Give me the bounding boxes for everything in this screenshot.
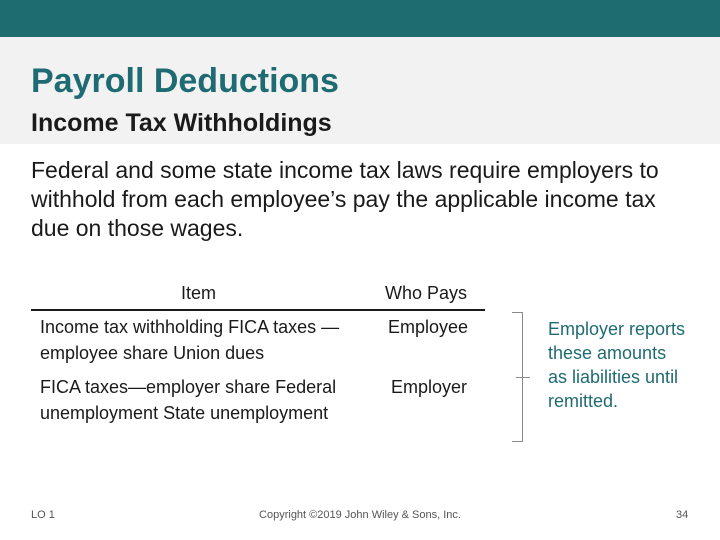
- footer-page-number: 34: [676, 509, 689, 521]
- slide-title: Payroll Deductions: [31, 62, 339, 100]
- footer-copyright: Copyright ©2019 John Wiley & Sons, Inc.: [259, 509, 461, 521]
- bracket-pointer: [516, 377, 530, 378]
- employer-reports-note: Employer reports these amounts as liabilities until remitted.: [548, 319, 686, 411]
- table-row-2-who-pays: Employer: [391, 377, 468, 397]
- body-paragraph: Federal and some state income tax laws require employers to withhold from each employee’s pay the applicable income tax due on those wages.: [31, 157, 659, 241]
- slide-subtitle: Income Tax Withholdings: [31, 109, 332, 137]
- table-header-rule: [31, 309, 485, 311]
- table-row-1-item: Income tax withholding FICA taxes —employee share Union dues: [40, 317, 340, 363]
- table-row-2-item: FICA taxes—employer share Federal unemployment State unemployment: [40, 377, 337, 423]
- table-row-1-who-pays: Employee: [388, 317, 469, 337]
- footer-learning-objective: LO 1: [31, 509, 55, 521]
- column-header-item: Item: [181, 283, 217, 303]
- column-header-who-pays: Who Pays: [385, 283, 468, 303]
- top-bar: [0, 0, 720, 37]
